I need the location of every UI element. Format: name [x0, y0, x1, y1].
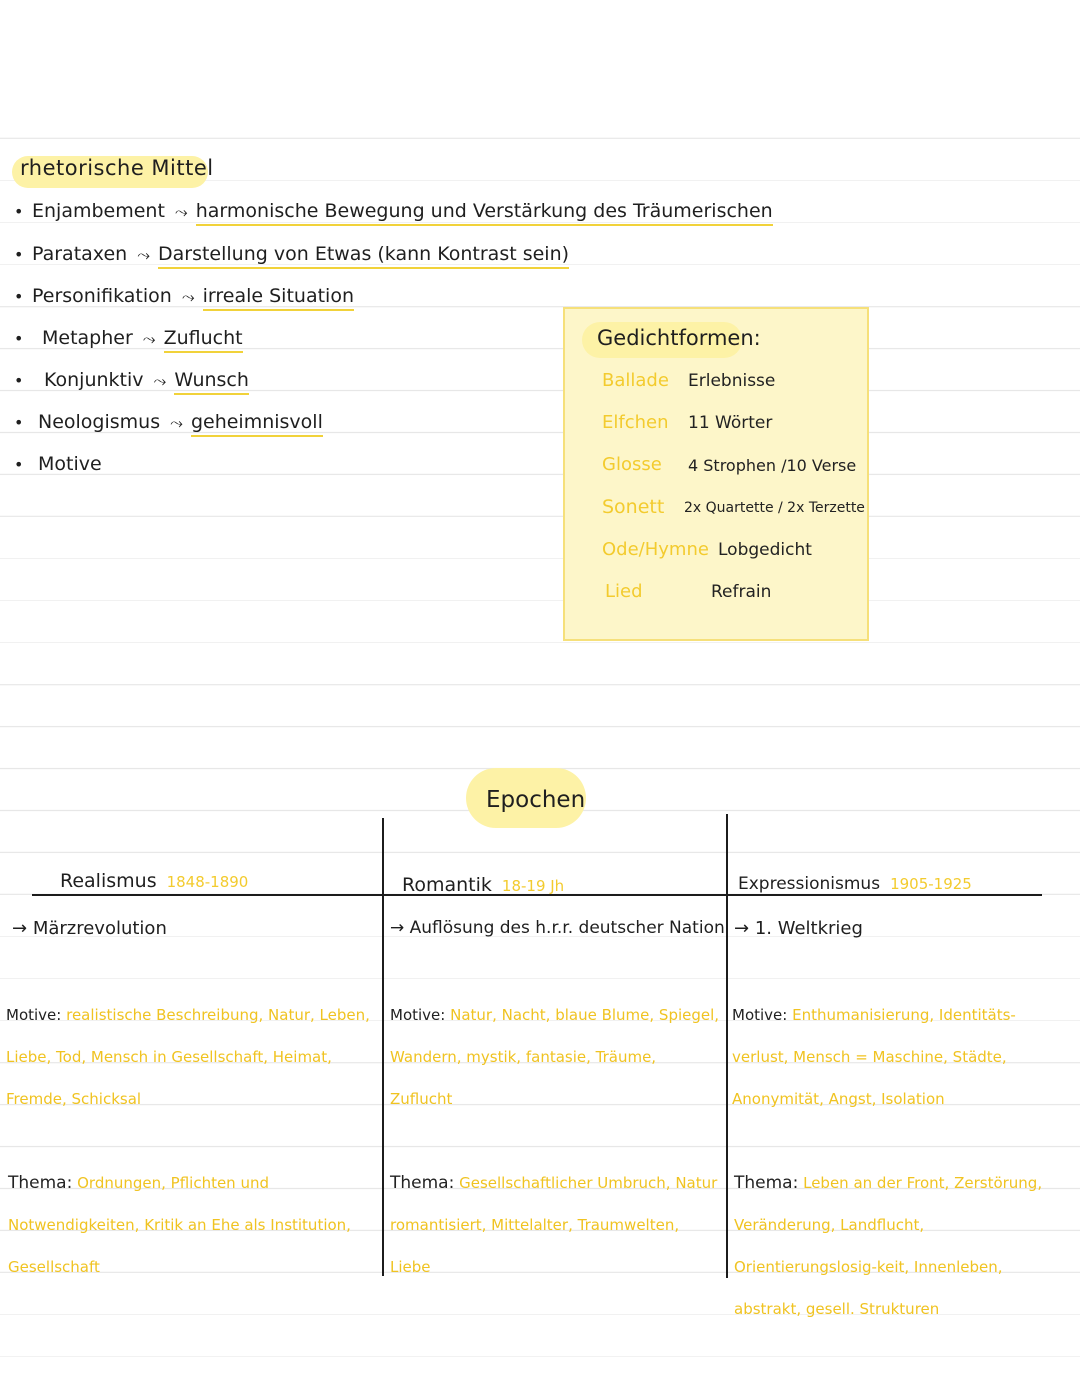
epoch-name: Expressionismus — [738, 874, 881, 894]
epoch-cause-text: 1. Weltkrieg — [754, 918, 863, 939]
form-name: Ballade — [602, 370, 669, 391]
item-term: Personifikation — [32, 285, 172, 307]
epoch-cause-text: Märzrevolution — [32, 918, 167, 939]
motive-text: Enthumanisierung, Identitäts-verlust, Mensch = Maschine, Städte, Anonymität, Angst, Isolation — [732, 1006, 1016, 1108]
form-desc: 11 Wörter — [688, 413, 773, 433]
squiggle-arrow-icon: ⤳ — [174, 202, 188, 221]
epoch-dates: 1905-1925 — [890, 875, 972, 893]
squiggle-arrow-icon: ⤳ — [153, 371, 167, 390]
epoch-cause — [390, 918, 725, 938]
epoch-thema — [8, 1162, 380, 1288]
rhetorik-item — [14, 243, 569, 269]
epochen-title: Epochen — [486, 787, 586, 813]
epoch-header — [402, 874, 564, 896]
right-arrow-icon: → — [390, 918, 410, 938]
item-desc: geheimnisvoll — [191, 411, 323, 437]
bullet-icon: • — [14, 287, 24, 306]
form-name: Lied — [605, 581, 643, 602]
form-desc: Lobgedicht — [718, 540, 812, 560]
motive-text: realistische Beschreibung, Natur, Leben, Liebe, Tod, Mensch in Gesellschaft, Heimat, Fremde, Schicksal — [6, 1006, 370, 1108]
squiggle-arrow-icon: ⤳ — [137, 245, 150, 264]
rhetorik-item — [14, 369, 249, 395]
motive-label: Motive: — [732, 1006, 788, 1024]
form-name: Elfchen — [602, 412, 669, 433]
epoch-header — [60, 870, 248, 892]
form-desc: 2x Quartette / 2x Terzette — [684, 500, 865, 516]
bullet-icon: • — [14, 455, 24, 474]
rhetorik-title: rhetorische Mittel — [20, 156, 214, 180]
item-desc: Zuflucht — [164, 327, 243, 353]
bullet-icon: • — [14, 329, 24, 348]
rhetorik-item — [14, 327, 243, 353]
thema-text: Leben an der Front, Zerstörung, Veränderung, Landflucht, Orientierungslosig-keit, Innenleben, abstrakt, gesell. Strukturen — [734, 1174, 1043, 1318]
form-desc: 4 Strophen /10 Verse — [688, 456, 857, 475]
form-name: Ode/Hymne — [602, 539, 709, 560]
thema-label: Thema: — [8, 1173, 73, 1193]
epoch-name: Realismus — [60, 870, 157, 892]
table-divider — [726, 814, 728, 1278]
rhetorik-item — [14, 285, 354, 311]
form-desc: Refrain — [711, 582, 772, 602]
table-divider — [382, 818, 384, 1276]
epoch-cause — [12, 918, 167, 939]
bullet-icon: • — [14, 245, 24, 264]
rhetorik-item — [14, 411, 323, 437]
squiggle-arrow-icon: ⤳ — [142, 329, 156, 348]
epoch-dates: 1848-1890 — [166, 873, 249, 891]
item-desc: Darstellung von Etwas (kann Kontrast sein) — [158, 243, 569, 269]
right-arrow-icon: → — [734, 918, 755, 939]
motive-text: Natur, Nacht, blaue Blume, Spiegel, Wandern, mystik, fantasie, Träume, Zuflucht — [390, 1006, 720, 1108]
motive-label: Motive: — [390, 1006, 446, 1024]
epoch-name: Romantik — [402, 874, 492, 896]
epoch-thema — [734, 1162, 1070, 1330]
item-desc: Wunsch — [174, 369, 249, 395]
epoch-header — [738, 874, 972, 894]
epoch-thema — [390, 1162, 720, 1288]
thema-label: Thema: — [734, 1173, 799, 1193]
item-term: Parataxen — [32, 243, 128, 265]
motive-label: Motive: — [6, 1006, 62, 1024]
epoch-cause — [734, 918, 863, 939]
rhetorik-item — [14, 200, 773, 226]
epoch-motive — [6, 994, 378, 1120]
bullet-icon: • — [14, 371, 24, 390]
squiggle-arrow-icon: ⤳ — [170, 413, 183, 432]
epoch-dates: 18-19 Jh — [501, 877, 565, 895]
rhetorik-item — [14, 453, 110, 475]
item-term: Enjambement — [32, 200, 165, 222]
bullet-icon: • — [14, 413, 24, 432]
thema-text: Gesellschaftlicher Umbruch, Natur romantisiert, Mittelalter, Traumwelten, Liebe — [390, 1174, 718, 1276]
form-name: Sonett — [602, 496, 665, 518]
gedichtformen-title: Gedichtformen: — [597, 326, 761, 350]
form-name: Glosse — [602, 454, 662, 475]
item-term: Konjunktiv — [44, 369, 144, 391]
thema-text: Ordnungen, Pflichten und Notwendigkeiten, Kritik an Ehe als Institution, Gesellschaft — [8, 1174, 351, 1276]
epoch-cause-text: Auflösung des h.r.r. deutscher Nation — [409, 918, 725, 938]
item-term: Metapher — [42, 327, 133, 349]
epoch-motive — [390, 994, 720, 1120]
item-desc: harmonische Bewegung und Verstärkung des Träumerischen — [196, 200, 773, 226]
epoch-motive — [732, 994, 1068, 1120]
right-arrow-icon: → — [12, 918, 33, 939]
item-term: Neologismus — [38, 411, 161, 433]
item-desc: irreale Situation — [203, 285, 354, 311]
squiggle-arrow-icon: ⤳ — [181, 287, 195, 306]
bullet-icon: • — [14, 202, 24, 221]
thema-label: Thema: — [390, 1173, 455, 1193]
item-term: Motive — [38, 453, 102, 475]
form-desc: Erlebnisse — [688, 371, 776, 391]
